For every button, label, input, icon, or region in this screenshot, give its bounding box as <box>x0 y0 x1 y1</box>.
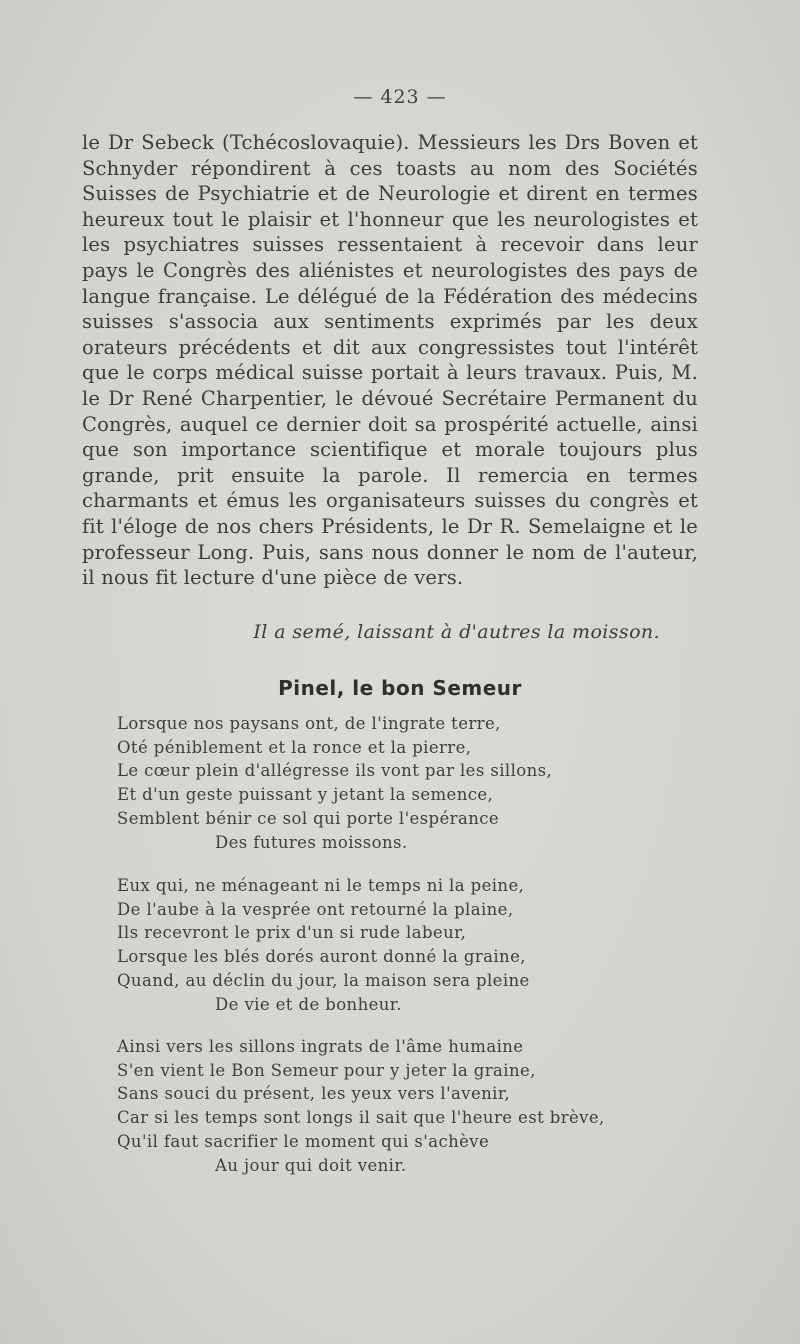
poem-line: Car si les temps sont longs il sait que l'heure est brève, <box>117 1108 605 1128</box>
poem-line: Semblent bénir ce sol qui porte l'espérance <box>117 808 500 828</box>
poem-line: Et d'un geste puissant y jetant la semence, <box>117 785 494 805</box>
poem-line: Ainsi vers les sillons ingrats de l'âme humaine <box>117 1037 524 1056</box>
poem-line: Ils recevront le prix d'un si rude labeur, <box>117 923 467 943</box>
poem-stanza-2 <box>117 874 677 1016</box>
poem-stanza-3 <box>117 1035 677 1177</box>
page-number: — 423 — <box>353 86 447 108</box>
poem-line: Qu'il faut sacrifier le moment qui s'achève <box>117 1131 490 1151</box>
poem-line: Des futures moissons. <box>215 832 408 852</box>
poem-line: Quand, au déclin du jour, la maison sera pleine <box>117 970 530 990</box>
poem-line: Lorsque les blés dorés auront donné la graine, <box>117 947 526 967</box>
body-paragraph-block <box>82 130 698 591</box>
poem-line: Au jour qui doit venir. <box>215 1155 407 1175</box>
poem-line: Eux qui, ne ménageant ni le temps ni la peine, <box>117 876 525 895</box>
poem-stanza-1 <box>117 712 677 854</box>
body-paragraph: le Dr Sebeck (Tchécoslovaquie). Messieurs les Drs Boven et Schnyder répondirent à ces toasts au nom des Sociétés Suisses de Psychiatrie et de Neurologie et dirent en termes heureux tout le plaisir et l'honneur que les neurologistes et les psychiatres suisses ressentaient à recevoir dans leur pays le Congrès des aliénistes et neurologistes des pays de langue française. Le délégué de la Fédération des médecins suisses s'associa aux sentiments exprimés par les deux orateurs précédents et dit aux congressistes tout l'intérêt que le corps médical suisse portait à leurs travaux. Puis, M. le Dr René Charpentier, le dévoué Secrétaire Permanent du Congrès, auquel ce dernier doit sa prospérité actuelle, ainsi que son importance scientifique et morale toujours plus grande, prit ensuite la parole. Il remercia en termes charmants et émus les organisateurs suisses du congrès et fit l'éloge de nos chers Présidents, le Dr R. Semelaigne et le professeur Long. Puis, sans nous donner le nom de l'auteur, il nous fit lecture d'une pièce de vers. <box>82 131 698 590</box>
poem-line: Oté péniblement et la ronce et la pierre, <box>117 737 472 757</box>
poem-line: De l'aube à la vesprée ont retourné la plaine, <box>117 899 514 919</box>
poem-line: Le cœur plein d'allégresse ils vont par les sillons, <box>117 761 553 781</box>
poem-line: De vie et de bonheur. <box>215 994 402 1014</box>
poem-line: S'en vient le Bon Semeur pour y jeter la graine, <box>117 1060 536 1080</box>
poem-line: Lorsque nos paysans ont, de l'ingrate terre, <box>117 714 501 733</box>
poem-line: Sans souci du présent, les yeux vers l'avenir, <box>117 1084 510 1104</box>
poem-title: Pinel, le bon Semeur <box>278 676 522 700</box>
epigraph: Il a semé, laissant à d'autres la moisson. <box>253 621 660 643</box>
